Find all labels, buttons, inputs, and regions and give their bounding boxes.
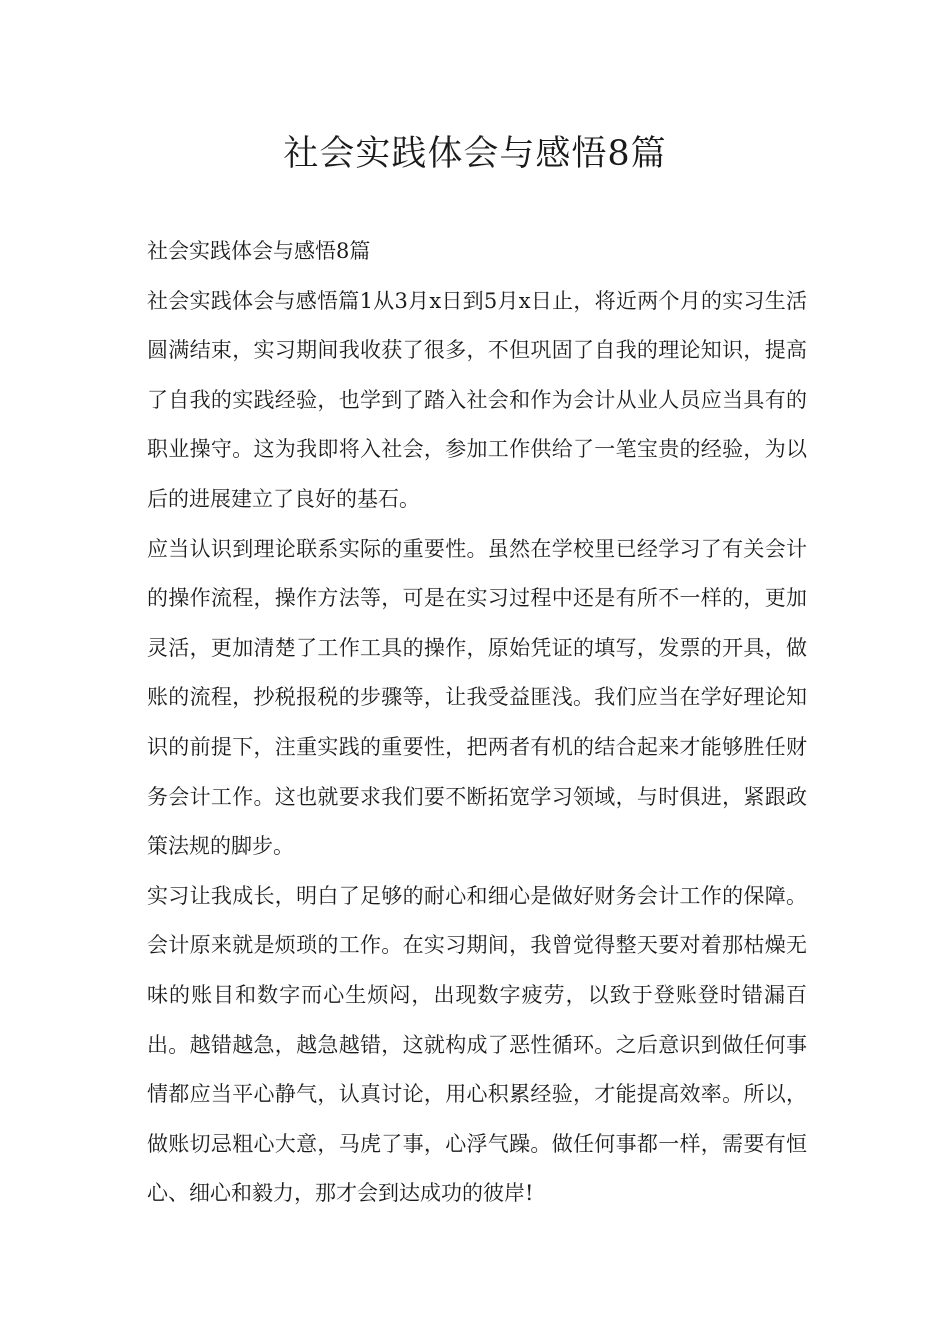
document-title: 社会实践体会与感悟8篇 xyxy=(283,134,667,174)
paragraph: 社会实践体会与感悟篇1从3月x日到5月x日止，将近两个月的实习生活圆满结束，实习期间我收获了很多，不但巩固了自我的理论知识，提高了自我的实践经验，也学到了踏入社会和作为会计从业人员应当具有的职业操守。这为我即将入社会，参加工作供给了一笔宝贵的经验，为以后的进展建立了良好的基石。 xyxy=(147,288,807,511)
document-body xyxy=(147,227,807,1219)
paragraph: 实习让我成长，明白了足够的耐心和细心是做好财务会计工作的保障。会计原来就是烦琐的工作。在实习期间，我曾觉得整天要对着那枯燥无味的账目和数字而心生烦闷，出现数字疲劳，以致于登账登时错漏百出。越错越急，越急越错，这就构成了恶性循环。之后意识到做任何事情都应当平心静气，认真讨论，用心积累经验，才能提高效率。所以，做账切忌粗心大意，马虎了事，心浮气躁。做任何事都一样，需要有恒心、细心和毅力，那才会到达成功的彼岸! xyxy=(147,883,807,1206)
paragraph-subtitle: 社会实践体会与感悟8篇 xyxy=(147,239,371,263)
paragraph: 应当认识到理论联系实际的重要性。虽然在学校里已经学习了有关会计的操作流程，操作方法等，可是在实习过程中还是有所不一样的，更加灵活，更加清楚了工作工具的操作，原始凭证的填写，发票的开具，做账的流程，抄税报税的步骤等，让我受益匪浅。我们应当在学好理论知识的前提下，注重实践的重要性，把两者有机的结合起来才能够胜任财务会计工作。这也就要求我们要不断拓宽学习领域，与时俱进，紧跟政策法规的脚步。 xyxy=(147,536,807,859)
